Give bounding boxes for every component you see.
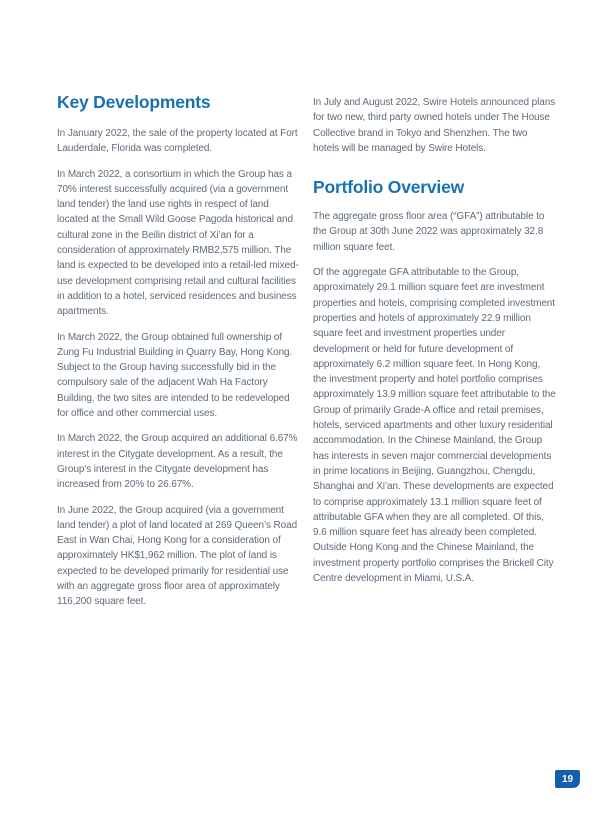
section-heading-key-developments: Key Developments xyxy=(57,92,211,112)
page-number-badge: 19 xyxy=(555,770,580,788)
paragraph: Of the aggregate GFA attributable to the Group, approximately 29.1 million square feet are investment properties and hotels, comprising completed investment properties and hotels of approximately 22.9 million square feet and investment properties under development or held for future development of approximately 6.2 million square feet. In Hong Kong, the investment property and hotel portfolio comprises approximately 13.9 million square feet attributable to the Group of primarily Grade-A office and retail premises, hotels, serviced apartments and other luxury residential accommodation. In the Chinese Mainland, the Group has interests in seven major commercial developments in prime locations in Beijing, Guangzhou, Chengdu, Shanghai and Xi’an. These developments are expected to comprise approximately 13.1 million square feet of attributable GFA when they are all completed. Of this, 9.6 million square feet has already been completed. Outside Hong Kong and the Chinese Mainland, the investment property portfolio comprises the Brickell City Centre development in Miami, U.S.A. xyxy=(313,267,556,585)
paragraph: In March 2022, a consortium in which the Group has a 70% interest successfully acquired (via a government land tender) the land use rights in respect of land located at the Small Wild Goose Pagoda historical and cultural zone in the Beilin district of Xi’an for a consideration of approximately RMB2,575 million. The land is expected to be developed into a retail-led mixed-use development comprising retail and cultural facilities in addition to a hotel, serviced residences and business apartments. xyxy=(57,168,299,318)
paragraph: In July and August 2022, Swire Hotels announced plans for two new, third party owned hotels under The House Collective brand in Tokyo and Shenzhen. The two hotels will be managed by Swire Hotels. xyxy=(313,97,556,154)
paragraph: In March 2022, the Group obtained full ownership of Zung Fu Industrial Building in Quarry Bay, Hong Kong. Subject to the Group having successfully bid in the compulsory sale of the adjacent Wah Ha Factory Building, the two sites are intended to be redeveloped for office and other commercial uses. xyxy=(57,331,293,420)
left-column xyxy=(57,92,300,620)
paragraph: In June 2022, the Group acquired (via a government land tender) a plot of land located at 269 Queen’s Road East in Wan Chai, Hong Kong for a consideration of approximately HK$1,962 million. The plot of land is expected to be developed primarily for residential use with an aggregate gross floor area of approximately 116,200 square feet. xyxy=(57,504,298,608)
paragraph: In January 2022, the sale of the property located at Fort Lauderdale, Florida was completed. xyxy=(57,128,298,155)
paragraph: In March 2022, the Group acquired an additional 6.67% interest in the Citygate development. As a result, the Group’s interest in the Citygate development has increased from 20% to 26.67%. xyxy=(57,433,298,491)
paragraph: The aggregate gross floor area (“GFA”) attributable to the Group at 30th June 2022 was approximately 32.8 million square feet. xyxy=(313,211,545,253)
right-column xyxy=(313,95,556,596)
section-heading-portfolio-overview: Portfolio Overview xyxy=(313,177,465,198)
